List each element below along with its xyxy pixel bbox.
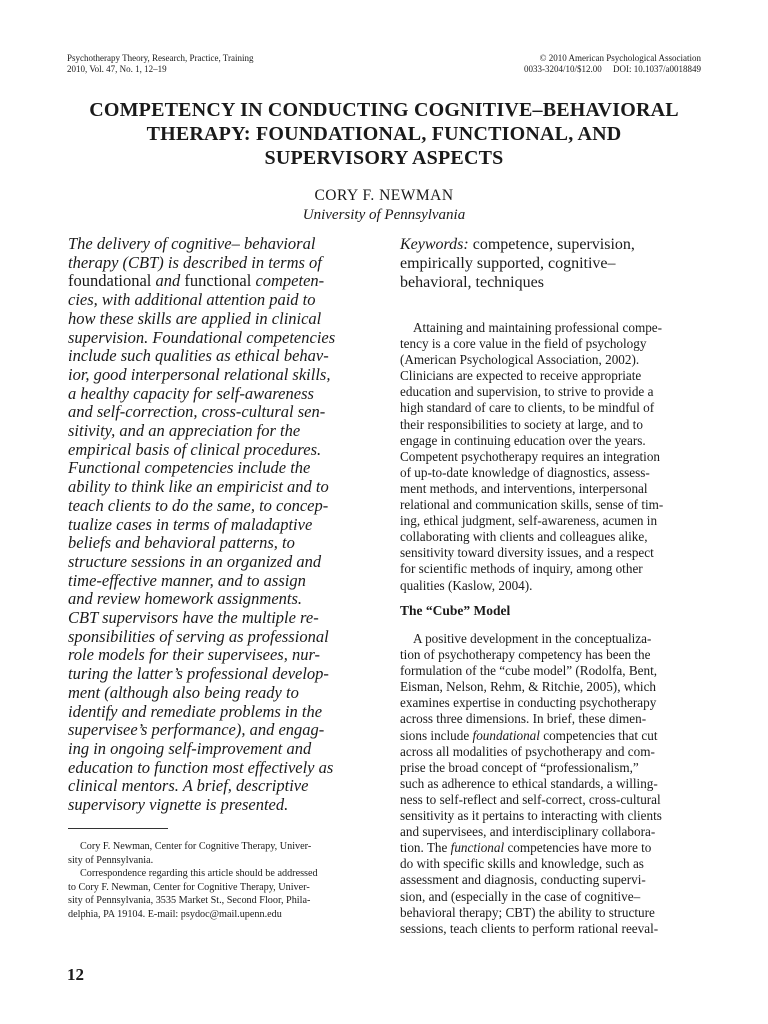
keywords-line: empirically supported, cognitive–: [400, 255, 616, 272]
abstract-line: therapy (CBT) is described in terms of: [68, 252, 322, 272]
body-text: competencies that cut: [539, 727, 658, 743]
footnote-line: sity of Pennsylvania.: [68, 854, 154, 866]
emphasis-term: functional: [450, 840, 505, 856]
abstract-line: CBT supervisors have the multiple re-: [68, 608, 319, 628]
body-line: of up-to-date knowledge of diagnostics, assess-: [400, 464, 650, 480]
abstract-line: supervision. Foundational competencies: [68, 327, 336, 347]
abstract-line: sponsibilities of serving as professional: [68, 626, 329, 646]
body-line: behavioral therapy; CBT) the ability to structure: [400, 904, 655, 920]
body-line: sensitivity toward diversity issues, and a respect: [400, 545, 654, 561]
abstract-line: ing in ongoing self-improvement and: [68, 738, 312, 758]
author-affiliation: University of Pennsylvania: [302, 207, 466, 223]
body-line: do with specific skills and knowledge, such as: [400, 856, 644, 872]
body-line: across three dimensions. In brief, these dimen-: [400, 711, 647, 727]
abstract-line: beliefs and behavioral patterns, to: [68, 533, 295, 553]
abstract-line: supervisee’s performance), and engag-: [68, 720, 325, 740]
abstract-line: Functional competencies include the: [68, 458, 311, 478]
abstract-text: competen-: [251, 271, 325, 291]
abstract-line: ability to think like an empiricist and to: [68, 477, 329, 497]
body-line: relational and communication skills, sense of tim-: [400, 497, 664, 513]
article-title: [67, 98, 701, 170]
abstract-term: functional: [184, 271, 252, 291]
footnote-line: to Cory F. Newman, Center for Cognitive Therapy, Univer-: [68, 881, 310, 893]
abstract-term: foundational: [68, 271, 152, 291]
cube-model-paragraph: [400, 631, 662, 937]
abstract-line: tualize cases in terms of maladaptive: [68, 514, 313, 534]
keywords-text: competence, supervision,: [468, 236, 635, 253]
footnote-line: Cory F. Newman, Center for Cognitive Therapy, Univer-: [80, 841, 312, 852]
abstract-line: structure sessions in an organized and: [68, 551, 322, 571]
abstract-line: ior, good interpersonal relational skills,: [68, 364, 331, 384]
keywords-line: behavioral, techniques: [400, 274, 544, 291]
abstract-line: identify and remediate problems in the: [68, 701, 323, 721]
doi: 0033-3204/10/$12.00 DOI: 10.1037/a0018849: [524, 64, 701, 74]
abstract-line: clinical mentors. A brief, descriptive: [68, 776, 309, 796]
body-line: ing, ethical judgment, self-awareness, acumen in: [400, 513, 658, 529]
emphasis-term: foundational: [472, 727, 540, 743]
body-line: sessions, teach clients to perform rational reeval-: [400, 920, 659, 936]
body-line: collaborating with clients and colleagues alike,: [400, 529, 648, 545]
body-line: Eisman, Nelson, Rehm, & Ritchie, 2005), which: [400, 679, 657, 695]
abstract-text: and: [151, 271, 185, 291]
body-line: [400, 840, 662, 856]
abstract-line: The delivery of cognitive– behavioral: [68, 234, 316, 253]
body-line: their responsibilities to society at large, and to: [400, 416, 643, 432]
body-line: high standard of care to clients, to be mindful of: [400, 400, 655, 416]
title-line: SUPERVISORY ASPECTS: [264, 147, 504, 169]
abstract-line: how these skills are applied in clinical: [68, 308, 322, 328]
copyright: © 2010 American Psychological Association: [539, 53, 701, 63]
abstract-line: cies, with additional attention paid to: [68, 290, 316, 310]
body-line: qualities (Kaslow, 2004).: [400, 577, 533, 593]
author-name: CORY F. NEWMAN: [314, 187, 454, 204]
body-line: and supervisees, and interdisciplinary collabora-: [400, 824, 656, 840]
body-line: Competent psychotherapy requires an integration: [400, 448, 661, 464]
abstract-line: and self-correction, cross-cultural sen-: [68, 402, 326, 422]
body-line: tency is a core value in the field of psychology: [400, 336, 647, 352]
body-line: formulation of the “cube model” (Rodolfa, Bent,: [400, 663, 658, 679]
footnote-line: delphia, PA 19104. E-mail: psydoc@mail.upenn.edu: [68, 908, 282, 920]
footnote-line: Correspondence regarding this article should be addressed: [80, 868, 318, 880]
keywords-line: [400, 235, 635, 254]
abstract-line: role models for their supervisees, nur-: [68, 645, 321, 665]
title-line: COMPETENCY IN CONDUCTING COGNITIVE–BEHAVIORAL: [89, 99, 679, 121]
body-text: sions include: [400, 727, 473, 743]
body-line: sensitivity as it pertains to interacting with clients: [400, 808, 662, 824]
body-line: engage in continuing education over the years.: [400, 432, 646, 448]
abstract-line: [68, 272, 335, 291]
footnote-line: sity of Pennsylvania, 3535 Market St., Second Floor, Phila-: [68, 895, 311, 907]
copyright-info: [524, 53, 701, 75]
abstract-line: ment (although also being ready to: [68, 682, 299, 702]
body-line: Clinicians are expected to receive appropriate: [400, 368, 642, 384]
abstract-line: a healthy capacity for self-awareness: [68, 383, 314, 403]
body-line: across all modalities of psychotherapy and com-: [400, 743, 655, 759]
body-line: tion of psychotherapy competency has been the: [400, 647, 651, 663]
abstract: [68, 235, 335, 815]
body-line: prise the broad concept of “professionalism,”: [400, 759, 639, 775]
footnote-divider: [68, 828, 168, 829]
abstract-line: supervisory vignette is presented.: [68, 795, 289, 815]
footnotes: [68, 840, 318, 922]
journal-volume: 2010, Vol. 47, No. 1, 12–19: [67, 64, 167, 74]
intro-paragraph: [400, 320, 663, 594]
title-line: THERAPY: FOUNDATIONAL, FUNCTIONAL, AND: [146, 123, 622, 145]
section-heading: The “Cube” Model: [400, 603, 511, 618]
body-line: for scientific methods of inquiry, among other: [400, 561, 643, 577]
body-line: ness to self-reflect and self-correct, cross-cultural: [400, 791, 661, 807]
body-line: assessment and diagnosis, conducting supervi-: [400, 872, 646, 888]
body-line: (American Psychological Association, 2002).: [400, 352, 640, 368]
keywords: [400, 235, 635, 292]
body-line: such as adherence to ethical standards, a willing-: [400, 775, 658, 791]
abstract-line: empirical basis of clinical procedures.: [68, 439, 322, 459]
body-line: A positive development in the conceptualiza-: [413, 631, 652, 646]
journal-name: Psychotherapy Theory, Research, Practice, Training: [67, 53, 254, 63]
body-line: examines expertise in conducting psychotherapy: [400, 695, 657, 711]
abstract-line: turing the latter’s professional develop-: [68, 664, 329, 684]
keywords-label: Keywords:: [400, 236, 469, 253]
abstract-line: time-effective manner, and to assign: [68, 570, 306, 590]
body-line: ment methods, and interventions, interpersonal: [400, 480, 648, 496]
abstract-line: teach clients to do the same, to concep-: [68, 495, 329, 515]
body-line: [400, 728, 662, 744]
page-number: 12: [67, 965, 84, 984]
abstract-line: and review homework assignments.: [68, 589, 303, 609]
body-line: Attaining and maintaining professional compe-: [413, 320, 663, 335]
abstract-line: include such qualities as ethical behav-: [68, 346, 329, 366]
body-text: tion. The: [400, 840, 451, 856]
abstract-line: education to function most effectively as: [68, 757, 334, 777]
body-line: education and supervision, to strive to provide a: [400, 384, 654, 400]
body-text: competencies have more to: [504, 840, 652, 856]
journal-info: [67, 53, 253, 75]
body-line: sion, and (especially in the case of cognitive–: [400, 888, 641, 904]
abstract-line: sitivity, and an appreciation for the: [68, 421, 301, 441]
